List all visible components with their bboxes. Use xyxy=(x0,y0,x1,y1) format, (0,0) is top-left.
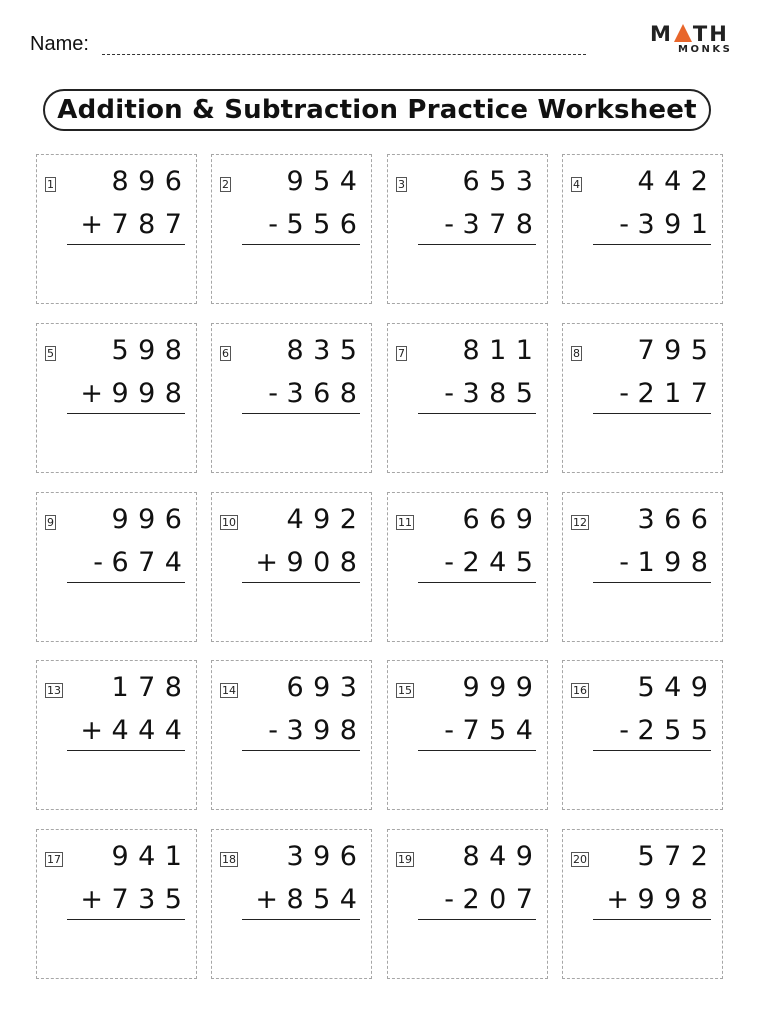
operator-sign: - xyxy=(619,209,629,240)
bottom-operand: 217 xyxy=(637,378,718,409)
problem-number: 4 xyxy=(573,178,580,191)
bottom-operand-row xyxy=(268,209,367,240)
top-operand: 492 xyxy=(286,504,367,535)
top-operand: 669 xyxy=(462,504,543,535)
problem-number: 5 xyxy=(47,347,54,360)
top-operand: 835 xyxy=(286,335,367,366)
answer-line xyxy=(418,413,536,414)
operator-sign: - xyxy=(444,378,454,409)
bottom-operand: 378 xyxy=(462,209,543,240)
problem-box[interactable] xyxy=(387,829,548,979)
bottom-operand-row xyxy=(606,884,718,915)
top-operand: 996 xyxy=(111,504,192,535)
bottom-operand: 998 xyxy=(637,884,718,915)
bottom-operand: 207 xyxy=(462,884,543,915)
problem-box[interactable] xyxy=(36,492,197,642)
bottom-operand-row xyxy=(93,547,192,578)
top-operand: 849 xyxy=(462,841,543,872)
bottom-operand-row xyxy=(444,715,543,746)
problem-box[interactable] xyxy=(387,492,548,642)
answer-line xyxy=(593,582,711,583)
problem-box[interactable] xyxy=(211,660,372,810)
problem-number: 15 xyxy=(398,684,412,697)
problem-box[interactable] xyxy=(36,660,197,810)
bottom-operand-row xyxy=(444,884,543,915)
bottom-operand: 444 xyxy=(111,715,192,746)
bottom-operand: 556 xyxy=(286,209,367,240)
operator-sign: + xyxy=(255,547,278,578)
top-operand: 954 xyxy=(286,166,367,197)
problem-number: 10 xyxy=(222,516,236,529)
top-operand: 572 xyxy=(637,841,718,872)
bottom-operand: 398 xyxy=(286,715,367,746)
operator-sign: + xyxy=(80,209,103,240)
operator-sign: + xyxy=(255,884,278,915)
operator-sign: + xyxy=(80,378,103,409)
bottom-operand-row xyxy=(619,378,718,409)
name-label: Name: xyxy=(30,33,89,55)
answer-line xyxy=(242,919,360,920)
answer-line xyxy=(242,244,360,245)
answer-line xyxy=(242,750,360,751)
problem-box[interactable] xyxy=(211,829,372,979)
problem-number: 9 xyxy=(47,516,54,529)
bottom-operand: 368 xyxy=(286,378,367,409)
operator-sign: - xyxy=(93,547,103,578)
answer-line xyxy=(67,413,185,414)
problem-box[interactable] xyxy=(562,323,723,473)
problem-number: 20 xyxy=(573,853,587,866)
problem-box[interactable] xyxy=(387,323,548,473)
operator-sign: - xyxy=(444,209,454,240)
answer-line xyxy=(418,582,536,583)
operator-sign: + xyxy=(80,884,103,915)
top-operand: 811 xyxy=(462,335,543,366)
problem-number: 6 xyxy=(222,347,229,360)
bottom-operand-row xyxy=(619,715,718,746)
problem-number: 3 xyxy=(398,178,405,191)
operator-sign: - xyxy=(619,715,629,746)
bottom-operand-row xyxy=(80,884,192,915)
logo-letters-th: TH xyxy=(692,22,729,46)
problem-number: 2 xyxy=(222,178,229,191)
answer-line xyxy=(593,244,711,245)
bottom-operand-row xyxy=(444,547,543,578)
bottom-operand-row xyxy=(255,884,367,915)
answer-line xyxy=(242,413,360,414)
bottom-operand: 735 xyxy=(111,884,192,915)
top-operand: 693 xyxy=(286,672,367,703)
answer-line xyxy=(242,582,360,583)
bottom-operand: 998 xyxy=(111,378,192,409)
bottom-operand: 245 xyxy=(462,547,543,578)
bottom-operand: 754 xyxy=(462,715,543,746)
bottom-operand: 854 xyxy=(286,884,367,915)
problem-number: 12 xyxy=(573,516,587,529)
problem-number: 19 xyxy=(398,853,412,866)
answer-line xyxy=(418,244,536,245)
problem-box[interactable] xyxy=(36,829,197,979)
problem-number: 14 xyxy=(222,684,236,697)
answer-line xyxy=(67,919,185,920)
problem-box[interactable] xyxy=(562,829,723,979)
answer-line xyxy=(593,919,711,920)
top-operand: 366 xyxy=(637,504,718,535)
problem-number: 18 xyxy=(222,853,236,866)
top-operand: 896 xyxy=(111,166,192,197)
logo-subtitle: MONKS xyxy=(678,44,733,55)
problem-number: 7 xyxy=(398,347,405,360)
top-operand: 598 xyxy=(111,335,192,366)
problem-box[interactable] xyxy=(211,154,372,304)
top-operand: 549 xyxy=(637,672,718,703)
bottom-operand: 198 xyxy=(637,547,718,578)
bottom-operand: 385 xyxy=(462,378,543,409)
bottom-operand: 391 xyxy=(637,209,718,240)
problem-number: 1 xyxy=(47,178,54,191)
bottom-operand-row xyxy=(619,209,718,240)
worksheet-title: Addition & Subtraction Practice Worksheet xyxy=(43,89,711,131)
bottom-operand-row xyxy=(80,209,192,240)
operator-sign: - xyxy=(444,884,454,915)
problem-box[interactable] xyxy=(387,660,548,810)
top-operand: 941 xyxy=(111,841,192,872)
problem-box[interactable] xyxy=(562,154,723,304)
problem-number: 13 xyxy=(47,684,61,697)
answer-line xyxy=(418,919,536,920)
problem-box[interactable] xyxy=(36,323,197,473)
operator-sign: - xyxy=(268,378,278,409)
bottom-operand: 255 xyxy=(637,715,718,746)
top-operand: 653 xyxy=(462,166,543,197)
problem-box[interactable] xyxy=(36,154,197,304)
top-operand: 795 xyxy=(637,335,718,366)
answer-line xyxy=(67,582,185,583)
operator-sign: - xyxy=(619,378,629,409)
problem-number: 11 xyxy=(398,516,412,529)
bottom-operand-row xyxy=(80,378,192,409)
top-operand: 396 xyxy=(286,841,367,872)
problem-box[interactable] xyxy=(387,154,548,304)
operator-sign: - xyxy=(619,547,629,578)
top-operand: 178 xyxy=(111,672,192,703)
problem-box[interactable] xyxy=(562,660,723,810)
bottom-operand-row xyxy=(255,547,367,578)
problem-number: 16 xyxy=(573,684,587,697)
problem-box[interactable] xyxy=(562,492,723,642)
bottom-operand-row xyxy=(268,378,367,409)
bottom-operand-row xyxy=(444,209,543,240)
operator-sign: - xyxy=(444,715,454,746)
problem-number: 17 xyxy=(47,853,61,866)
bottom-operand: 908 xyxy=(286,547,367,578)
answer-line xyxy=(67,750,185,751)
operator-sign: - xyxy=(268,715,278,746)
problem-number: 8 xyxy=(573,347,580,360)
top-operand: 442 xyxy=(637,166,718,197)
bottom-operand-row xyxy=(619,547,718,578)
operator-sign: + xyxy=(606,884,629,915)
bottom-operand-row xyxy=(80,715,192,746)
bottom-operand-row xyxy=(444,378,543,409)
logo-letter-m: M xyxy=(650,22,673,46)
bottom-operand: 787 xyxy=(111,209,192,240)
operator-sign: + xyxy=(80,715,103,746)
bottom-operand: 674 xyxy=(111,547,192,578)
answer-line xyxy=(67,244,185,245)
answer-line xyxy=(593,413,711,414)
problem-box[interactable] xyxy=(211,492,372,642)
operator-sign: - xyxy=(268,209,278,240)
top-operand: 999 xyxy=(462,672,543,703)
answer-line xyxy=(418,750,536,751)
problem-box[interactable] xyxy=(211,323,372,473)
answer-line xyxy=(593,750,711,751)
bottom-operand-row xyxy=(268,715,367,746)
operator-sign: - xyxy=(444,547,454,578)
